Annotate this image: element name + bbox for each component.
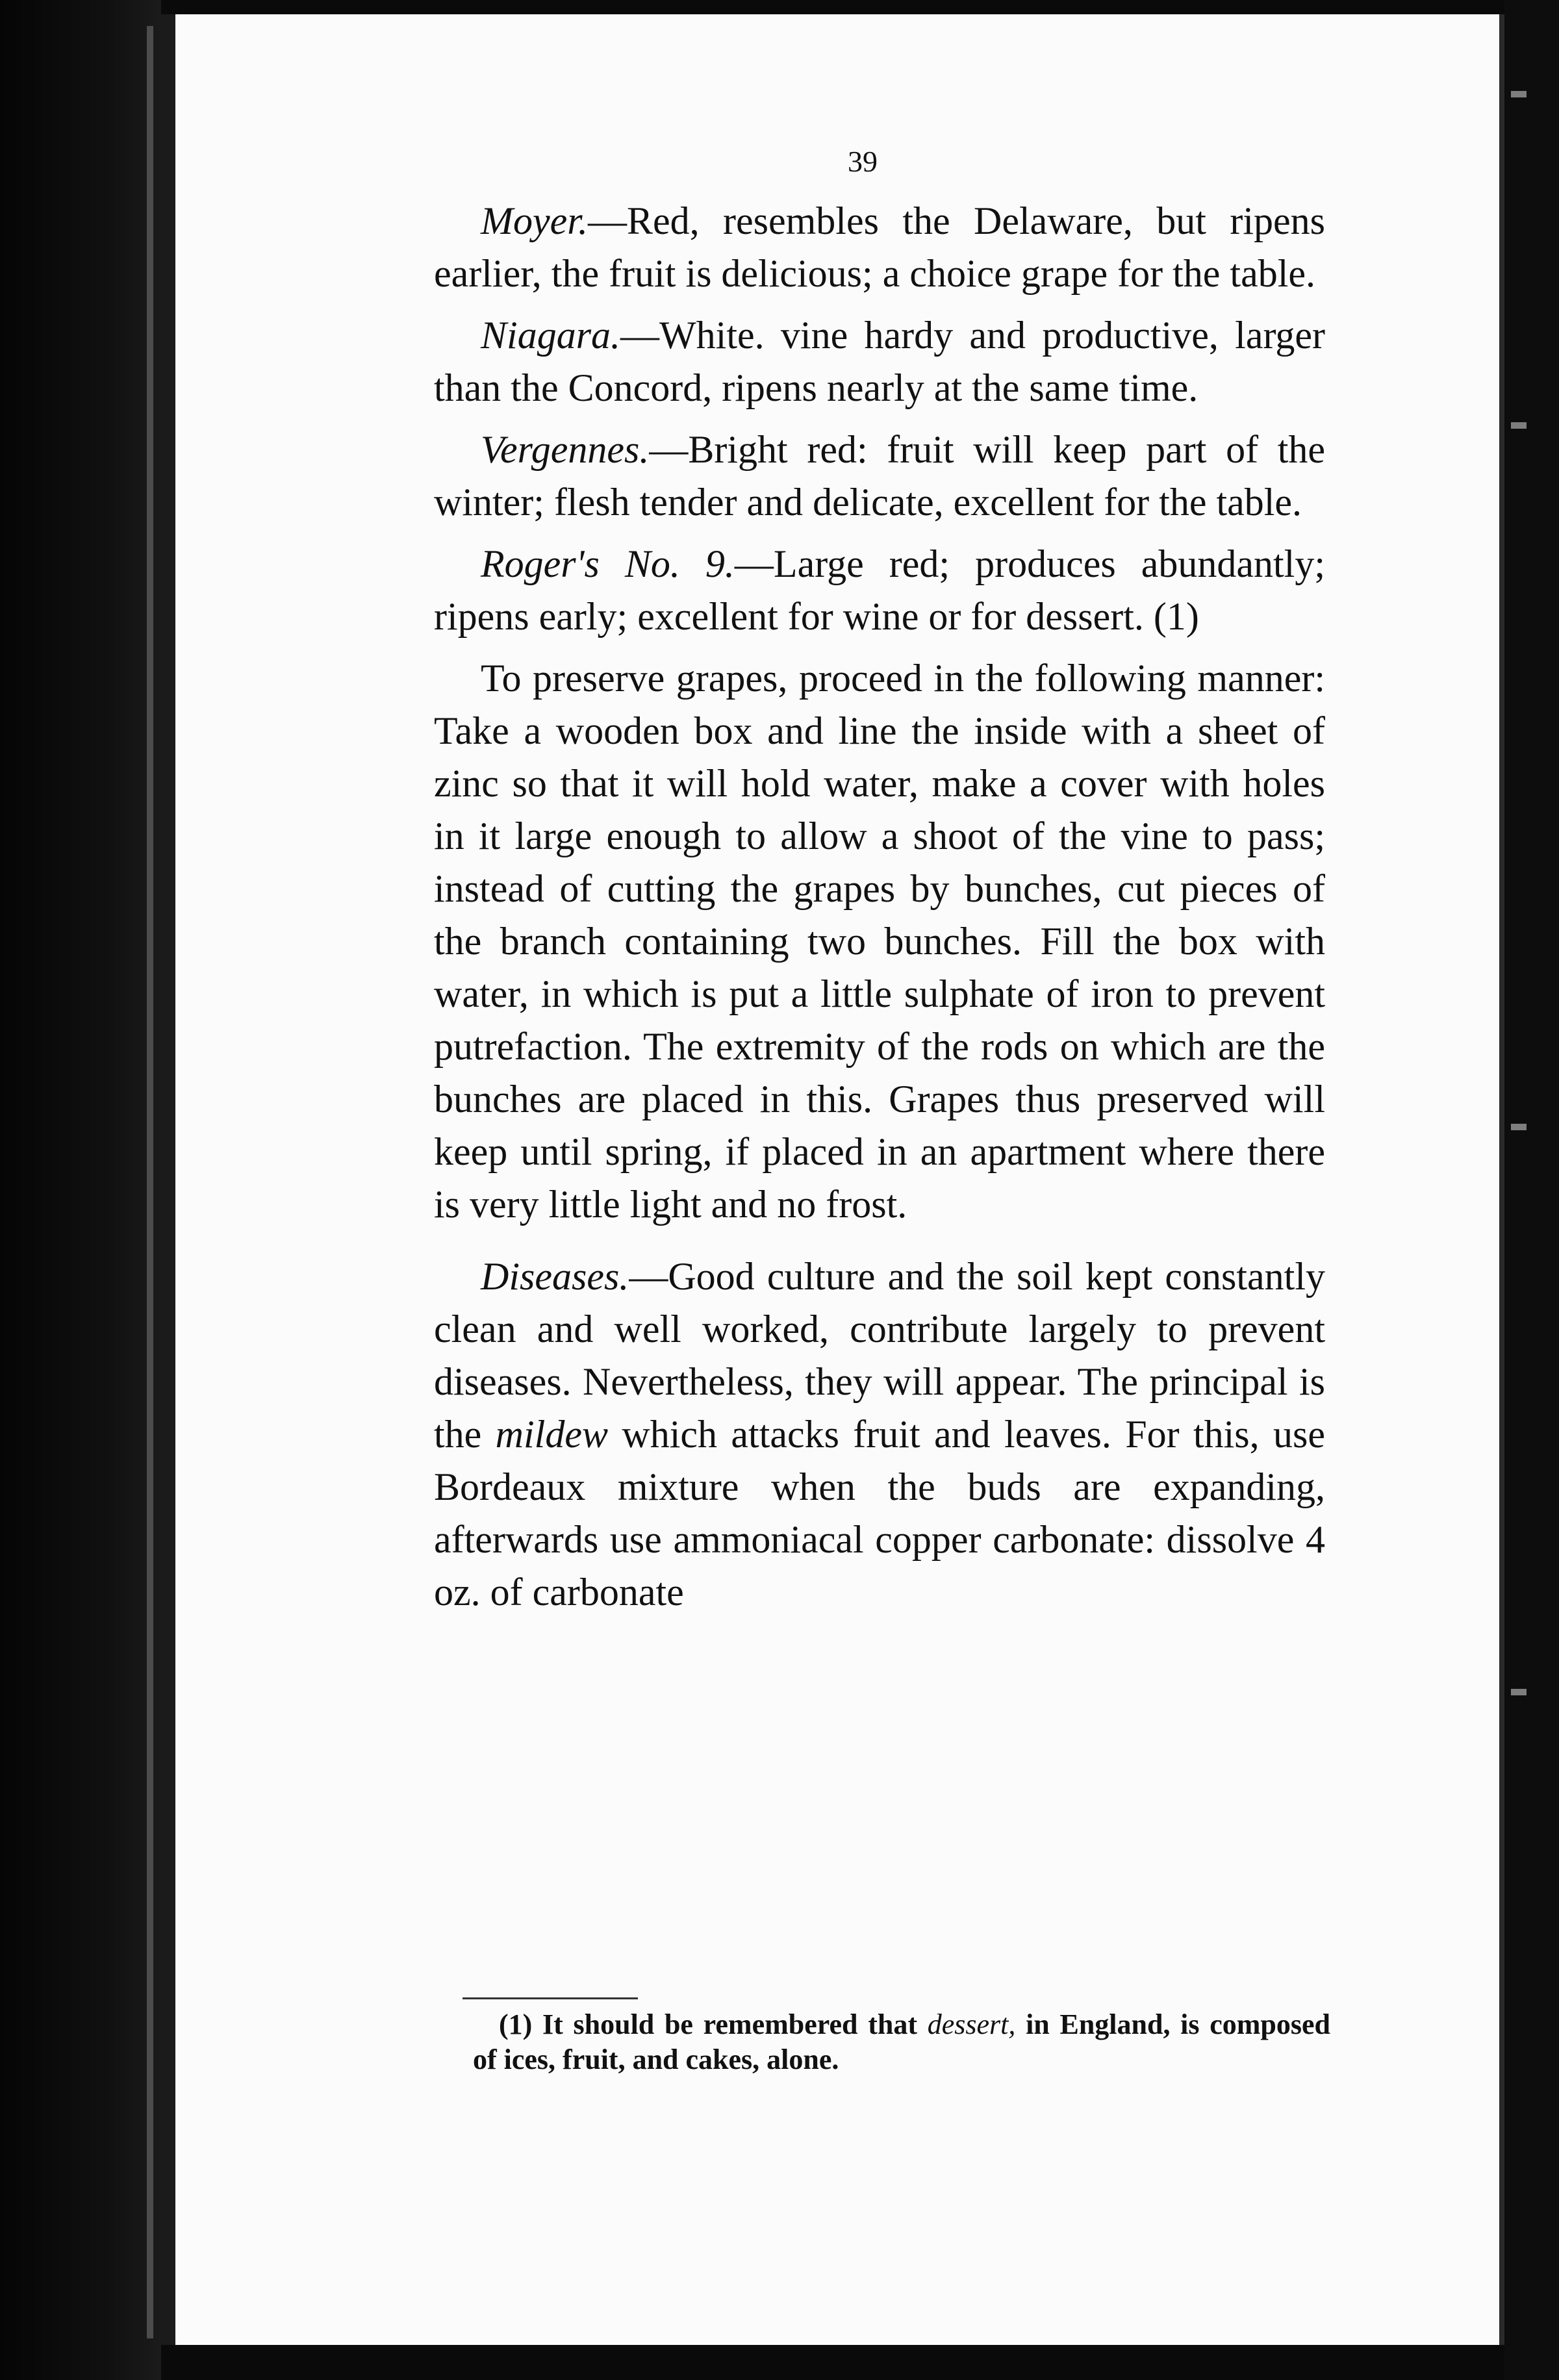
variety-description: —Red, resembles the Delaware, but ripens earlier, the fruit is delicious; a choice grape for the table. xyxy=(434,199,1325,295)
footnote-marker: (1) xyxy=(499,2008,533,2040)
edge-mark xyxy=(1511,422,1527,429)
preserve-grapes-paragraph: To preserve grapes, proceed in the following manner: Take a wooden box and line the inside with a sheet of zinc so that it will hold water, make a cover with holes in it large enough to allow a shoot of the vine to pass; instead of cutting the grapes by bunches, cut pieces of the branch containing two bunches. Fill the box with water, in which is put a little sulphate of iron to prevent putrefaction. The extremity of the rods on which are the bunches are placed in this. Grapes thus preserved will keep until spring, if placed in an apartment where there is very little light and no frost. xyxy=(434,657,1325,1226)
body-text xyxy=(434,195,1325,1619)
variety-name: Moyer. xyxy=(481,199,588,242)
footnote xyxy=(473,2007,1330,2077)
edge-mark xyxy=(1511,1124,1527,1130)
entry-vergennes xyxy=(434,424,1325,529)
footnote-dessert-term: dessert, xyxy=(927,2008,1016,2040)
footnote-text-2: in England, is composed of ices, fruit, and cakes, alone. xyxy=(473,2008,1330,2075)
entry-niagara xyxy=(434,309,1325,414)
footnote-text-1: It should be remembered that xyxy=(532,2008,928,2040)
scan-left-margin xyxy=(0,0,161,2380)
page-number: 39 xyxy=(848,145,878,178)
footnote-rule xyxy=(463,1997,638,1999)
variety-name: Vergennes. xyxy=(481,428,650,471)
scan-right-edge xyxy=(1504,0,1559,2380)
variety-description: —Bright red: fruit will keep part of the winter; flesh tender and delicate, excellent for the table. xyxy=(434,428,1325,524)
diseases-text-2: which attacks fruit and leaves. For this, use Bordeaux mixture when the buds are expanding, afterwards use ammoniacal copper carbonate: dissolve 4 oz. of carbonate xyxy=(434,1413,1325,1614)
variety-name: Roger's No. 9. xyxy=(481,542,735,585)
variety-name: Niagara. xyxy=(481,314,621,357)
variety-description: —White. vine hardy and productive, larger than the Concord, ripens nearly at the same time. xyxy=(434,314,1325,409)
edge-mark xyxy=(1511,91,1527,97)
entry-rogers-no-9 xyxy=(434,538,1325,643)
mildew-term: mildew xyxy=(495,1413,608,1456)
gutter-line xyxy=(147,26,153,2338)
variety-description: —Large red; produces abundantly; ripens early; excellent for wine or for dessert. (1) xyxy=(434,542,1325,638)
diseases-heading: Diseases. xyxy=(481,1255,629,1298)
diseases-text-1: —Good culture and the soil kept constantly clean and well worked, contribute largely to prevent diseases. Nevertheless, they will appear. The principal is the xyxy=(434,1255,1325,1456)
diseases-paragraph xyxy=(434,1250,1325,1619)
edge-mark xyxy=(1511,1689,1527,1695)
entry-moyer xyxy=(434,195,1325,300)
